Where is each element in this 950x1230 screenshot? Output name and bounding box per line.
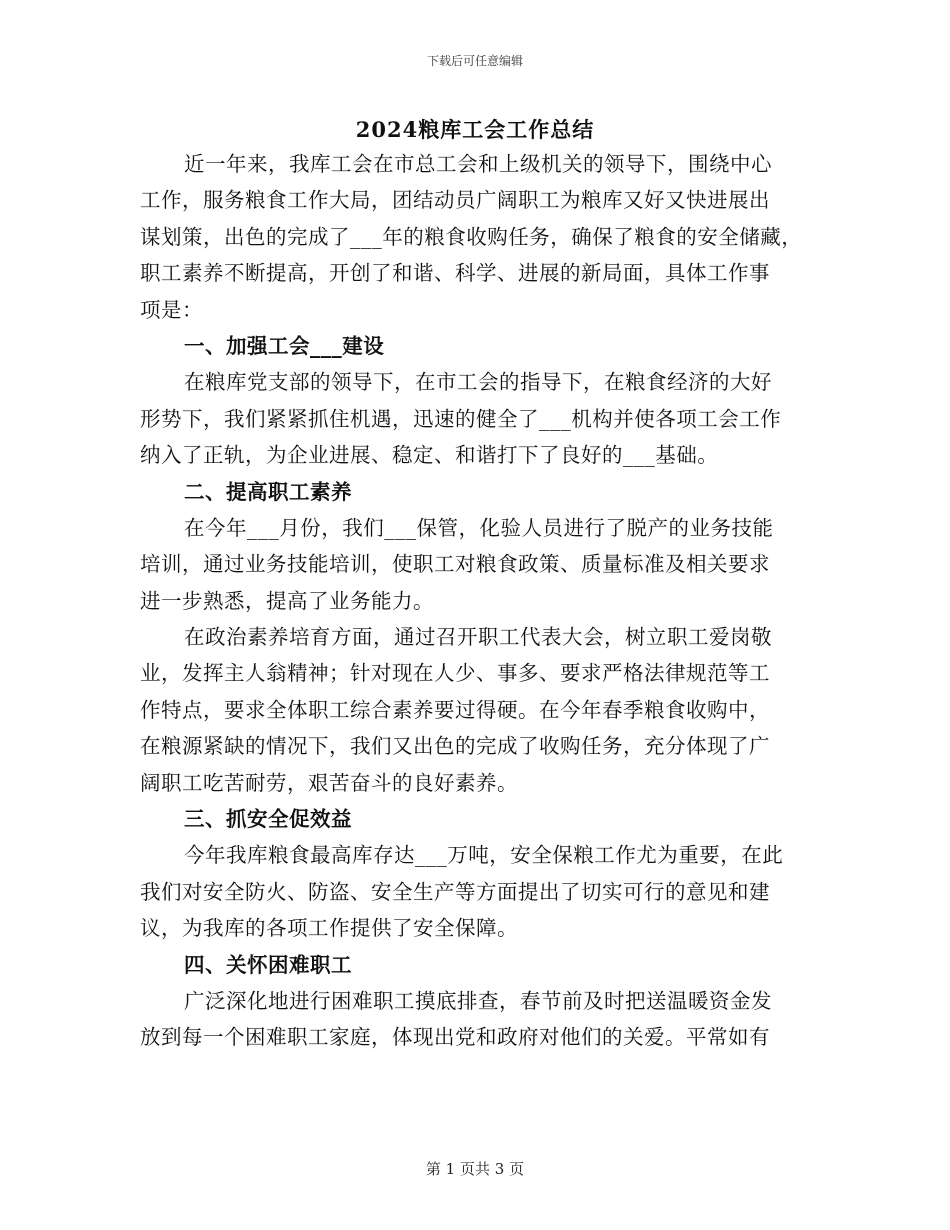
paragraph-line: 在政治素养培育方面，通过召开职工代表大会，树立职工爱岗敬 [184, 625, 772, 650]
document-body [140, 146, 820, 1056]
paragraph-line: 在粮源紧缺的情况下，我们又出色的完成了收购任务，充分体现了广 [140, 734, 770, 759]
section-heading: 三、抓安全促效益 [184, 807, 352, 832]
document-title: 2024粮库工会工作总结 [355, 117, 595, 142]
paragraph-line: 培训，通过业务技能培训，使职工对粮食政策、质量标准及相关要求 [140, 552, 770, 577]
paragraph-line: 工作，服务粮食工作大局，团结动员广阔职工为粮库又好又快进展出 [140, 188, 770, 213]
page-footer: 第 1 页共 3 页 [425, 1160, 525, 1178]
paragraph-line: 阔职工吃苦耐劳，艰苦奋斗的良好素养。 [140, 770, 518, 795]
paragraph-line: 进一步熟悉，提高了业务能力。 [140, 588, 434, 613]
paragraph-line: 议，为我库的各项工作提供了安全保障。 [140, 916, 518, 941]
paragraph-line: 放到每一个困难职工家庭，体现出党和政府对他们的关爱。平常如有 [140, 1025, 770, 1050]
paragraph-line: 形势下，我们紧紧抓住机遇，迅速的健全了___机构并使各项工会工作 [140, 406, 782, 431]
section-heading: 四、关怀困难职工 [184, 952, 352, 977]
paragraph-line: 项是： [140, 297, 203, 322]
paragraph-line: 职工素养不断提高，开创了和谐、科学、进展的新局面，具体工作事 [140, 261, 770, 286]
section-heading: 二、提高职工素养 [184, 479, 352, 504]
paragraph-line: 在今年___月份，我们___保管，化验人员进行了脱产的业务技能 [184, 515, 774, 540]
paragraph-line: 业，发挥主人翁精神；针对现在人少、事多、要求严格法律规范等工 [140, 661, 770, 686]
paragraph-line: 谋划策，出色的完成了___年的粮食收购任务，确保了粮食的安全储藏， [140, 224, 803, 249]
paragraph-line: 纳入了正轨，为企业进展、稳定、和谐打下了良好的___基础。 [140, 443, 719, 468]
paragraph-line: 在粮库党支部的领导下，在市工会的指导下，在粮食经济的大好 [184, 370, 772, 395]
page-header: 下载后可任意编辑 [426, 54, 523, 68]
paragraph-line: 我们对安全防火、防盗、安全生产等方面提出了切实可行的意见和建 [140, 879, 770, 904]
section-heading: 一、加强工会___建设 [184, 333, 385, 358]
paragraph-line: 广泛深化地进行困难职工摸底排查，春节前及时把送温暖资金发 [184, 988, 772, 1013]
paragraph-line: 近一年来，我库工会在市总工会和上级机关的领导下，围绕中心 [184, 152, 772, 176]
paragraph-line: 作特点，要求全体职工综合素养要过得硬。在今年春季粮食收购中， [140, 697, 770, 722]
paragraph-line: 今年我库粮食最高库存达___万吨，安全保粮工作尤为重要，在此 [184, 843, 784, 868]
